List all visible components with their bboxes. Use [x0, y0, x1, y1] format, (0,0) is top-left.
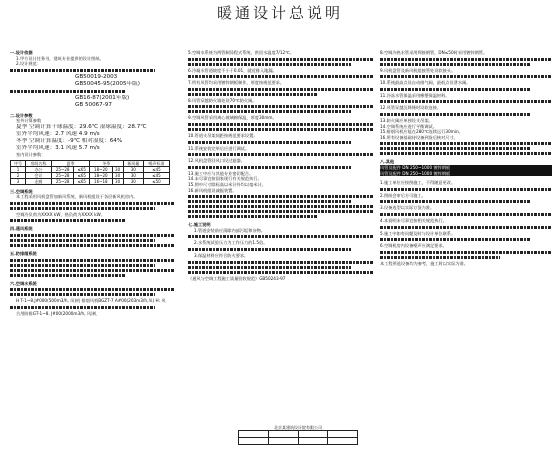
right-item-7: 14.空调系统应进行平衡调试。	[380, 123, 437, 129]
table-cell: 25~28	[51, 178, 74, 184]
middle-section-line-3: 3.保温材料应符合防火要求。	[194, 252, 249, 258]
middle-text	[188, 248, 351, 251]
table-row	[239, 431, 358, 438]
right-end-line: 本工程所选设备均为参考，施工时以实际为准。	[380, 260, 468, 266]
table-cell: 会议	[25, 172, 51, 178]
table-header-cell: 噪声标准	[144, 160, 170, 166]
right-text	[380, 75, 552, 78]
column-middle	[188, 50, 373, 281]
params-summer-wind: 室外平均风速：2.7 风速 4.9 m/s	[16, 130, 100, 137]
middle-text	[188, 105, 373, 108]
table-cell: ≤65	[74, 166, 90, 172]
pipe-note-2: 合用防排GT-1~8. J#00(2000m3/h, 风)机	[16, 310, 97, 316]
middle-text	[188, 166, 351, 169]
middle-item-7: 11.系统安装完毕后应进行调试。	[188, 145, 250, 151]
right-list-line-3: 3.设备选型以实际订货为准。	[380, 205, 435, 211]
standard-4: GB 50067-97	[75, 101, 112, 108]
right-text	[380, 152, 552, 155]
middle-text	[188, 261, 373, 264]
table-cell: 30	[112, 172, 123, 178]
column-right	[380, 50, 552, 266]
middle-text	[188, 88, 373, 91]
middle-text	[188, 210, 373, 213]
table-cell: 30	[112, 166, 123, 172]
right-box-heading: 八.其他	[380, 159, 395, 165]
middle-item-10: 14.未尽事宜按国家现行有关规范执行。	[188, 176, 262, 182]
right-text	[380, 238, 531, 241]
title-block-caption: 北京某建筑设计院有限公司	[274, 425, 322, 430]
heading-smoke: 五.防排烟系统	[10, 250, 37, 256]
heading-params: 二.设计参数	[10, 112, 33, 118]
vent-text	[10, 239, 155, 242]
sys-line-1: 本工程采用风机盘管加新风系统，新风机组设于各层新风机房内。	[16, 194, 138, 200]
sys-text	[10, 219, 126, 222]
middle-text	[188, 215, 318, 218]
middle-item-1: 5.空调水系统为两管制异程式系统，供回水温度7/12℃。	[188, 50, 295, 55]
table-cell: ≤50	[144, 178, 170, 184]
table-cell: 25~28	[51, 172, 74, 178]
standard-2: GB50045-95(2005年版)	[75, 80, 140, 87]
middle-text	[188, 205, 373, 208]
right-item-2: 9.风机盘管及新风机组接管处设软接头。	[380, 67, 456, 73]
heading-sys: 三.空调系统	[10, 188, 33, 194]
table-row	[11, 178, 170, 184]
smoke-text	[10, 269, 175, 272]
pipe-note: H T-1~8.J#000(500m3/h, 凤)机 排烟风机BGZT-7 A#00(203m3/h,凤) H: 风	[16, 298, 166, 304]
table-cell: 2	[11, 172, 26, 178]
pipe-text	[10, 306, 155, 309]
right-text	[380, 100, 552, 103]
right-text	[380, 113, 531, 116]
right-item-9: 16.所有设备基础待设备到货后核对尺寸。	[380, 134, 458, 140]
right-list-line-4: 4.本说明未尽事宜按相关规范执行。	[380, 217, 447, 223]
middle-item-11: 15.图中尺寸除标高以米计外均以毫米计。	[188, 181, 266, 187]
right-item-3: 10.系统最高点设自动排气阀，最低点设泄水阀。	[380, 80, 471, 86]
params-winter-wind: 室外平均风速：3.1 风速 5.7 m/s	[16, 144, 100, 151]
middle-text	[188, 266, 351, 269]
table-row	[239, 438, 358, 445]
right-item-5: 12.风管穿越沉降缝时设软连接。	[380, 105, 442, 111]
heading-vent: 四.通风系统	[10, 226, 33, 232]
table-cell: 18~20	[90, 172, 113, 178]
sys-text	[10, 202, 175, 205]
table-cell: 30	[112, 178, 123, 184]
middle-section-line-2: 2.水系统试验压力为工作压力的1.5倍。	[194, 240, 268, 246]
table-cell: 走廊	[25, 178, 51, 184]
right-text	[380, 147, 531, 150]
right-text	[380, 213, 552, 216]
middle-item-8: 12.风机盘管回风口设过滤器。	[188, 158, 245, 164]
middle-item-5: 9.空调风管采用离心玻璃棉保温，厚度30mm。	[188, 115, 277, 121]
smoke-text	[10, 259, 175, 262]
middle-item-6: 10.管道支吊架间距按规范要求设置。	[188, 132, 258, 138]
right-item-4: 11.冷冻水管保温采用橡塑保温材料。	[380, 92, 450, 98]
heading-pipe: 六.空调水系统	[10, 280, 37, 286]
table-cell: 25~28	[51, 166, 74, 172]
right-text	[380, 88, 531, 91]
middle-text	[188, 195, 373, 198]
right-item-8: 15.排烟风机应能在280℃连续运行30min。	[380, 129, 463, 135]
middle-item-3: 7.所有风管均采用镀锌钢板制作，厚度按规范要求。	[188, 80, 285, 86]
right-text	[380, 256, 500, 259]
standard-3: GB16-87(2001年版)	[75, 94, 130, 101]
table-cell: 办公	[25, 166, 51, 172]
right-list-line-1: 1.施工单位应按图施工，不得随意更改。	[380, 180, 456, 186]
table-cell: 18~20	[90, 166, 113, 172]
table-cell: 1	[11, 166, 26, 172]
middle-text	[188, 153, 373, 156]
heading-basis: 一.设计依据	[10, 50, 33, 55]
title-block	[238, 425, 358, 445]
right-text	[380, 251, 552, 254]
params-indoor: 室内设计参数：	[16, 151, 46, 157]
middle-section-line-1: 1.管道安装前应清除内部污垢和杂物。	[194, 227, 265, 233]
right-box-line: 风管及配件 DN 250~1000 镀锌钢板	[380, 165, 552, 171]
table-header-cell: 新风量	[123, 160, 143, 166]
right-text	[380, 58, 552, 61]
basis-text	[10, 69, 155, 72]
middle-text	[188, 58, 373, 61]
middle-text	[188, 63, 351, 66]
table-cell: ≤65	[74, 172, 90, 178]
right-text	[380, 226, 552, 229]
basis-item-1: 1.甲方设计任务书，建筑专业提供的设计图纸。	[16, 55, 104, 61]
table-cell: 3	[11, 178, 26, 184]
right-list-line-5: 5.施工中如有问题及时与设计单位联系。	[380, 230, 456, 236]
table-cell: 30	[123, 178, 143, 184]
table-cell: 16~18	[90, 178, 113, 184]
right-text	[380, 63, 531, 66]
middle-section-heading: 七.施工说明	[188, 222, 211, 228]
right-list-line-2: 2.图纸会审后方可施工。	[380, 192, 426, 198]
middle-text	[188, 123, 373, 126]
title-block-table	[238, 430, 358, 445]
vent-text	[10, 234, 175, 237]
sys-text	[10, 207, 155, 210]
table-cell: ≤45	[144, 172, 170, 178]
sys-line-2: 空调冷负荷为XXXX kW，热负荷为XXXX kW。	[16, 211, 105, 217]
pipe-text	[10, 288, 175, 291]
right-text	[380, 200, 531, 203]
table-cell: 30	[123, 172, 143, 178]
middle-item-12: 16.新风机组设减振装置。	[188, 187, 237, 193]
smoke-text	[10, 274, 126, 277]
column-left	[10, 50, 175, 316]
table-cell: ≤65	[74, 178, 90, 184]
right-text	[380, 188, 552, 191]
middle-text	[188, 200, 351, 203]
middle-text	[188, 235, 373, 238]
middle-text	[188, 110, 351, 113]
params-summer-temp: 夏季 空调计算干球温度：29.6℃ 湿球温度：28.7℃	[16, 123, 147, 130]
middle-text	[188, 93, 318, 96]
design-params-table	[10, 160, 170, 185]
middle-text	[188, 141, 351, 144]
right-item-1: 8.空调冷热水管采用焊接钢管，DN≤50时采用镀锌钢管。	[380, 50, 488, 55]
middle-item-2: 6.冷凝水管道坡度不小于0.01，就近排入地漏。	[188, 67, 277, 73]
right-box-line: 风管及配件 DN 250~1000 镀锌钢板	[380, 171, 552, 177]
table-cell: ≤45	[144, 166, 170, 172]
right-text	[380, 142, 552, 145]
middle-item-4: 8.风管穿越防火墙处设70℃防火阀。	[188, 97, 257, 103]
vent-text	[10, 244, 175, 247]
middle-text	[188, 75, 373, 78]
params-outdoor: 室外计算参数	[16, 118, 42, 124]
table-cell: 30	[123, 166, 143, 172]
smoke-text	[10, 264, 155, 267]
middle-text	[188, 128, 373, 131]
table-header-cell: 冬季	[90, 160, 124, 166]
table-header-cell: 夏季	[51, 160, 89, 166]
standard-text	[10, 90, 126, 93]
pipe-text	[10, 293, 155, 296]
middle-item-9: 13.施工中应与其他专业密切配合。	[188, 170, 254, 176]
middle-text	[188, 271, 373, 274]
basis-item-2: 2.设计规范：	[16, 61, 41, 67]
right-item-6: 13.防火阀应单独设支吊架。	[380, 117, 433, 123]
right-list-line-6: 6.空调机房内设备噪声应满足要求。	[380, 243, 447, 249]
params-winter-temp: 冬季 空调计算温度：-9℃ 相对湿度：64%	[16, 137, 123, 144]
table-header-cell: 房间名称	[25, 160, 51, 166]
table-header-cell: 序号	[11, 160, 26, 166]
page-title: 暖通设计总说明	[216, 4, 343, 22]
middle-footer-note: 《通风与空调工程施工质量验收规范》GB50243-97	[188, 275, 286, 281]
standard-1: GB50019-2003	[75, 73, 118, 80]
